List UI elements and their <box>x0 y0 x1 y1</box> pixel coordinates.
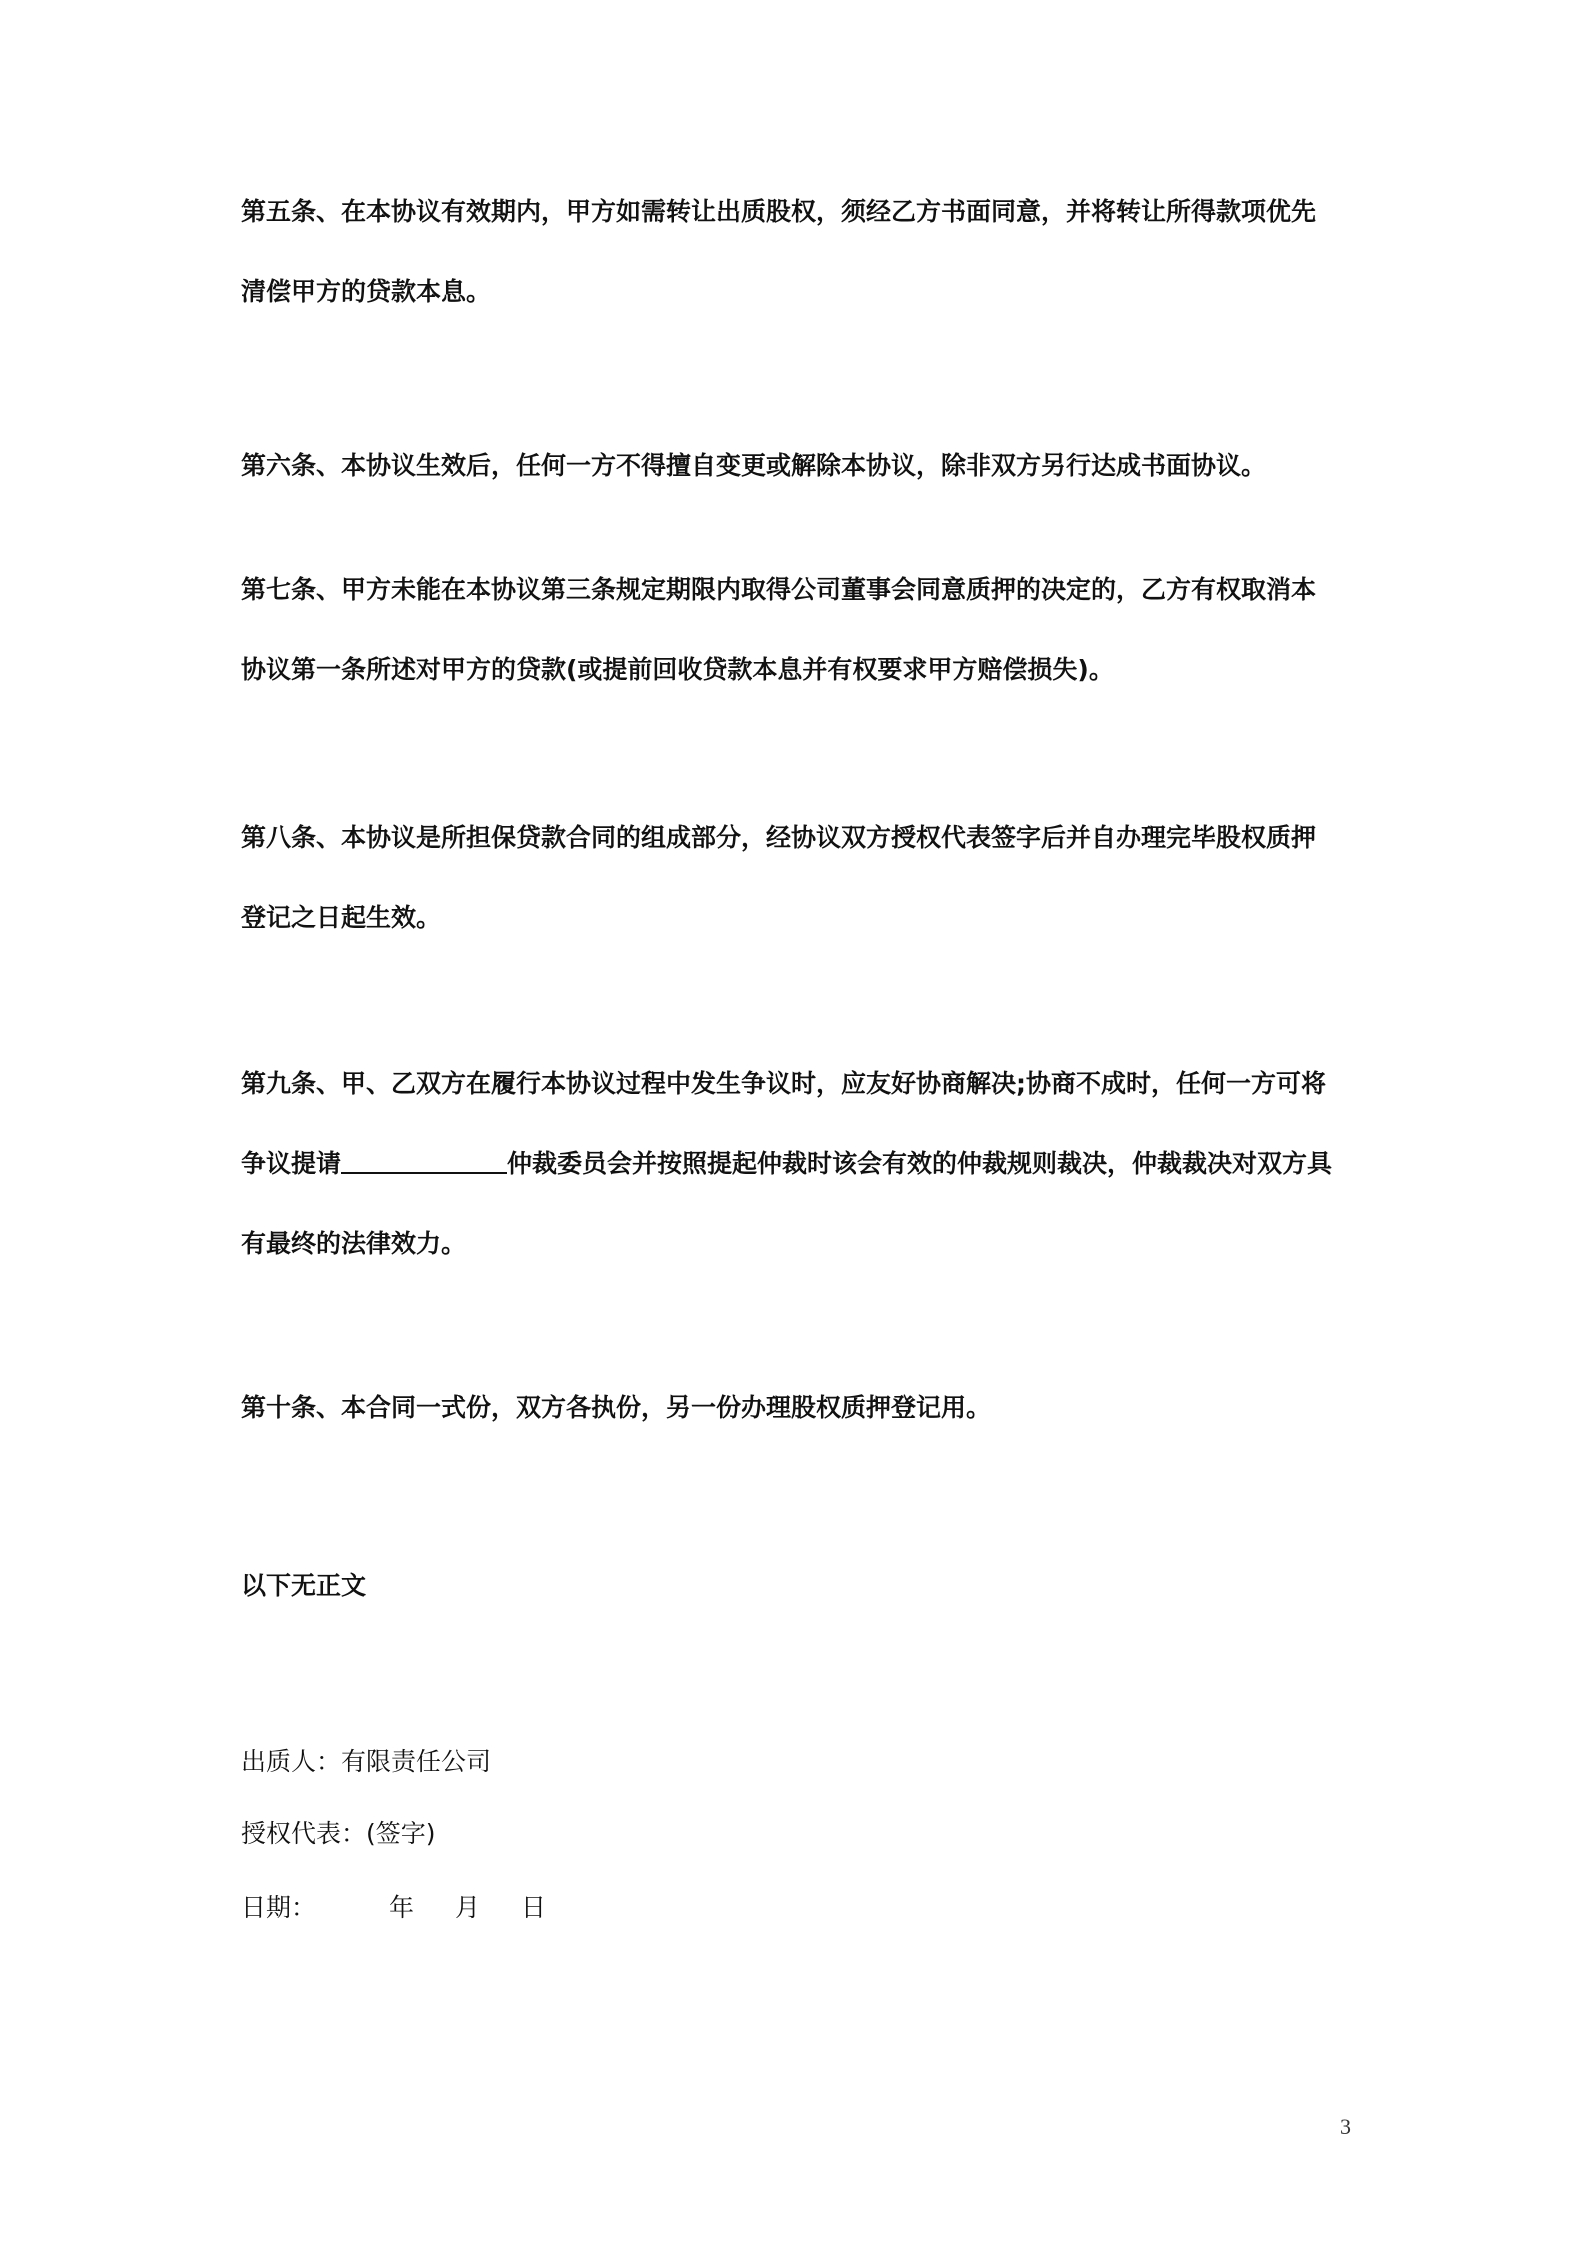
arbitration-blank-line <box>341 1146 507 1174</box>
article-5 <box>241 194 1356 310</box>
article-6-line-1: 第六条、本协议生效后，任何一方不得擅自变更或解除本协议，除非双方另行达成书面协议。 <box>241 451 1267 480</box>
article-9-line-2 <box>241 1146 1356 1182</box>
article-6 <box>241 448 1356 484</box>
date-label: 日期： <box>241 1893 317 1922</box>
article-8-line-2: 登记之日起生效。 <box>241 903 442 932</box>
article-9 <box>241 1066 1356 1262</box>
date-month: 月 <box>455 1893 481 1922</box>
article-10-line-1: 第十条、本合同一式份，双方各执份，另一份办理股权质押登记用。 <box>241 1393 992 1422</box>
article-5-line-2: 清偿甲方的贷款本息。 <box>241 277 492 306</box>
article-8-line-1: 第八条、本协议是所担保贷款合同的组成部分，经协议双方授权代表签字后并自办理完毕股权质押 <box>241 823 1317 852</box>
article-7-line-2: 协议第一条所述对甲方的贷款(或提前回收贷款本息并有权要求甲方赔偿损失)。 <box>241 655 1114 684</box>
end-note <box>241 1568 1356 1604</box>
article-9-line-1: 第九条、甲、乙双方在履行本协议过程中发生争议时，应友好协商解决;协商不成时，任何一方可将 <box>241 1069 1327 1098</box>
end-note-text: 以下无正文 <box>241 1571 367 1600</box>
article-9-line-2-end: 仲裁委员会并按照提起仲裁时该会有效的仲裁规则裁决，仲裁裁决对双方具 <box>507 1149 1333 1178</box>
article-8 <box>241 820 1356 936</box>
article-9-line-2-start: 争议提请 <box>241 1149 342 1178</box>
article-10 <box>241 1390 1356 1426</box>
pledgor-line: 出质人：有限责任公司 <box>241 1747 492 1776</box>
article-5-line-1: 第五条、在本协议有效期内，甲方如需转让出质股权，须经乙方书面同意，并将转让所得款项优先 <box>241 197 1317 226</box>
representative-line: 授权代表：(签字) <box>241 1819 436 1848</box>
date-line <box>241 1890 561 1926</box>
page-number: 3 <box>1340 2114 1351 2139</box>
article-7 <box>241 572 1356 688</box>
date-day: 日 <box>521 1893 547 1922</box>
article-9-line-3: 有最终的法律效力。 <box>241 1229 467 1258</box>
article-7-line-1: 第七条、甲方未能在本协议第三条规定期限内取得公司董事会同意质押的决定的，乙方有权取消本 <box>241 575 1317 604</box>
date-year: 年 <box>389 1893 415 1922</box>
